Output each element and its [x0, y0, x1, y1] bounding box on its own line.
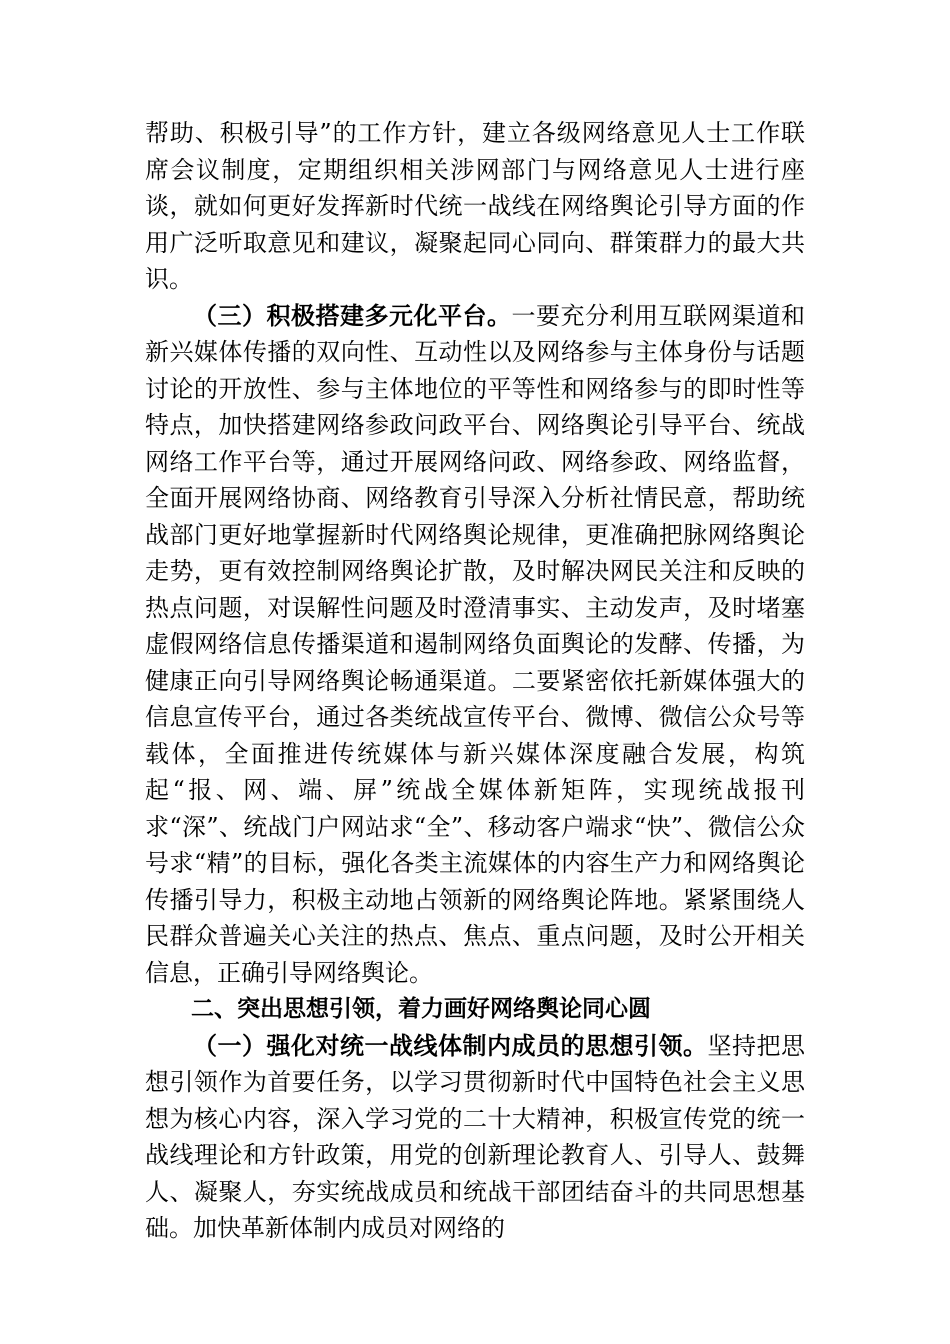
paragraph-diversified-platforms [145, 298, 805, 992]
subsection-heading-1: （一）强化对统一战线体制内成员的思想引领。 [193, 1030, 708, 1060]
paragraph-body: 坚持把思想引领作为首要任务，以学习贯彻新时代中国特色社会主义思想为核心内容，深入学习党的二十大精神，积极宣传党的统一战线理论和方针政策，用党的创新理论教育人、引导人、鼓舞人、凝聚人，夯实统战成员和统战干部团结奋斗的共同思想基础。加快革新体制内成员对网络的 [145, 1031, 805, 1242]
paragraph-ideological-guidance [145, 1028, 805, 1247]
document-page [145, 115, 805, 1247]
paragraph-body: 一要充分利用互联网渠道和新兴媒体传播的双向性、互动性以及网络参与主体身份与话题讨论的开放性、参与主体地位的平等性和网络参与的即时性等特点，加快搭建网络参政问政平台、网络舆论引导平台、统战网络工作平台等，通过开展网络问政、网络参政、网络监督，全面开展网络协商、网络教育引导深入分析社情民意，帮助统战部门更好地掌握新时代网络舆论规律，更准确把脉网络舆论走势，更有效控制网络舆论扩散，及时解决网民关注和反映的热点问题，对误解性问题及时澄清事实、主动发声，及时堵塞虚假网络信息传播渠道和遏制网络负面舆论的发酵、传播，为健康正向引导网络舆论畅通渠道。二要紧密依托新媒体强大的信息宣传平台，通过各类统战宣传平台、微博、微信公众号等载体，全面推进传统媒体与新兴媒体深度融合发展，构筑起“报、网、端、屏”统战全媒体新矩阵，实现统战报刊求“深”、统战门户网站求“全”、移动客户端求“快”、微信公众号求“精”的目标，强化各类主流媒体的内容生产力和网络舆论传播引导力，积极主动地占领新的网络舆论阵地。紧紧围绕人民群众普遍关心关注的热点、焦点、重点问题，及时公开相关信息，正确引导网络舆论。 [145, 301, 805, 987]
paragraph-continuation: 帮助、积极引导”的工作方针，建立各级网络意见人士工作联席会议制度，定期组织相关涉网部门与网络意见人士进行座谈，就如何更好发挥新时代统一战线在网络舆论引导方面的作用广泛听取意见和建议，凝聚起同心同向、群策群力的最大共识。 [145, 119, 805, 293]
subsection-heading-3: （三）积极搭建多元化平台。 [193, 300, 512, 330]
section-heading-2: 二、突出思想引领，着力画好网络舆论同心圆 [191, 996, 651, 1022]
